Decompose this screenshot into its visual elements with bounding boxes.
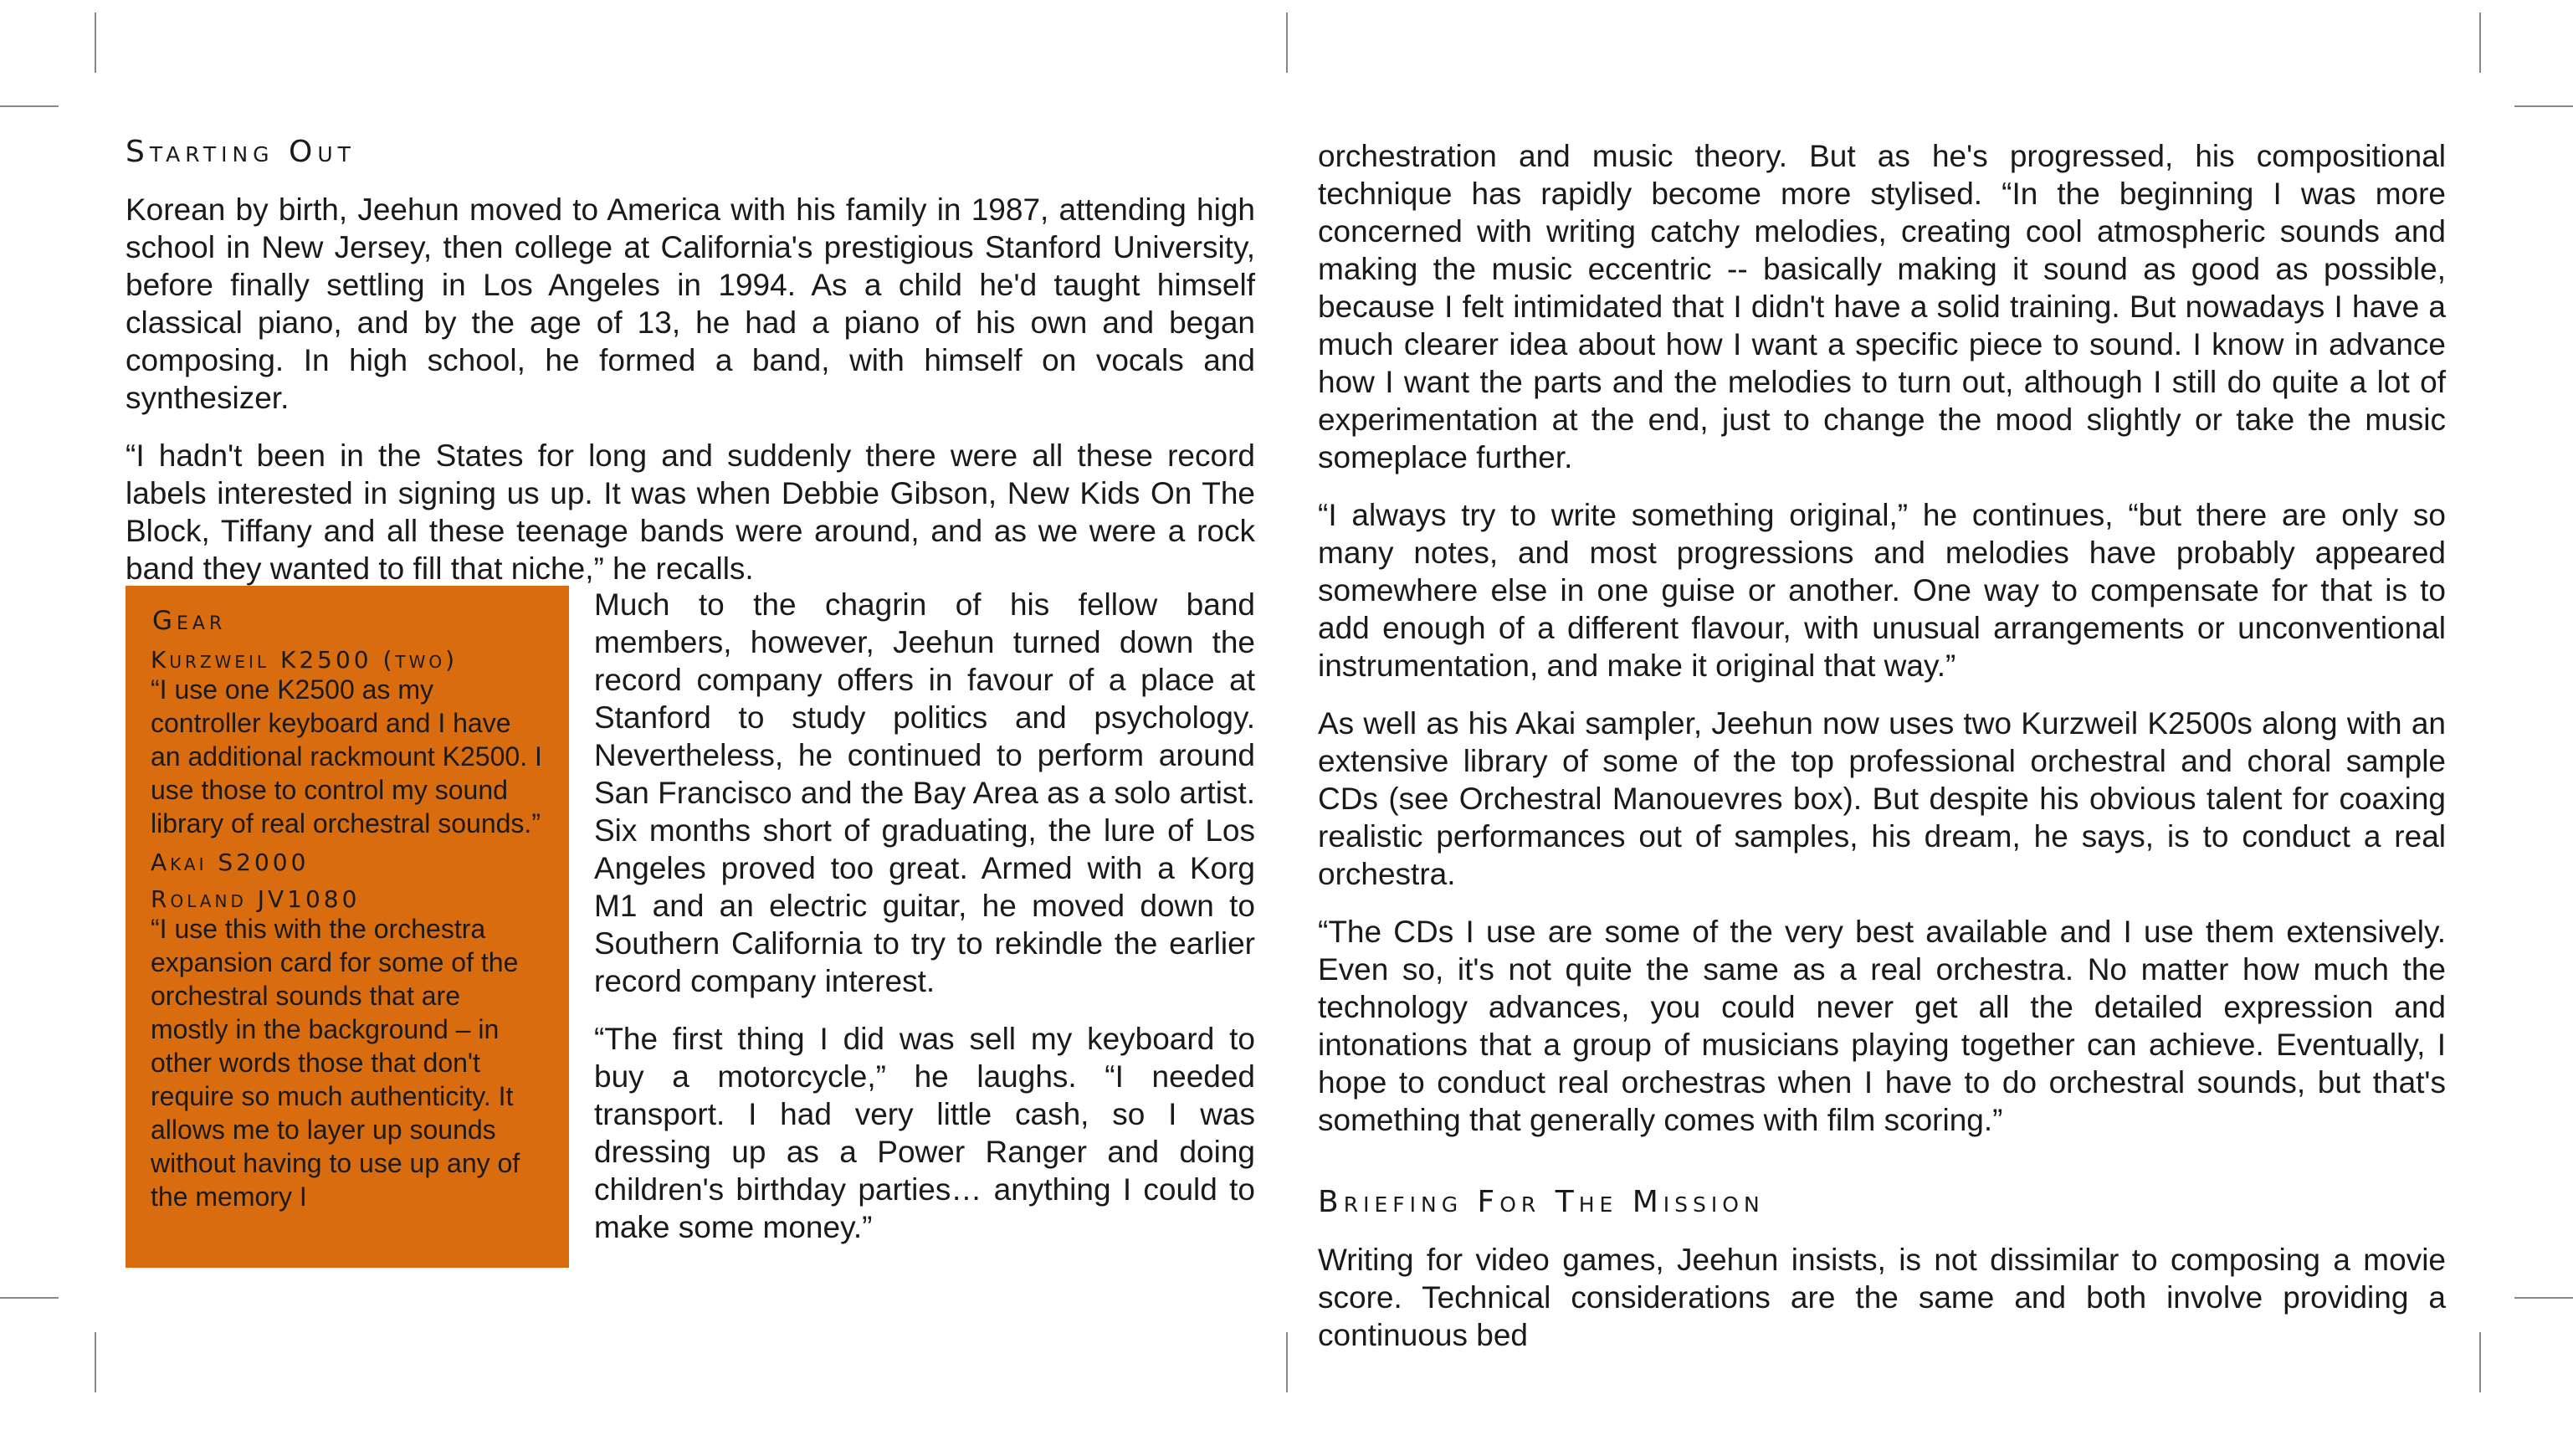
- gear-item-text: “I use one K2500 as my controller keyboard and I have an additional rackmount K2500. I use those to control my sound library of real orchestral sounds.”: [151, 674, 542, 838]
- paragraph: Korean by birth, Jeehun moved to America with his family in 1987, attending high school in New Jersey, then college at California's prestigious Stanford University, before finally settling in Los Angeles in 1994. As a child he'd taught himself classical piano, and by the age of 13, he had a piano of his own and began composing. In high school, he formed a band, with himself on vocals and synthesizer.: [126, 192, 1255, 415]
- paragraph: “The first thing I did was sell my keyboard to buy a motorcycle,” he laughs. “I needed transport. I had very little cash, so I was dressing up as a Power Ranger and doing children's birthday parties… anything I could to make some money.”: [594, 1022, 1255, 1244]
- crop-mark: [2479, 1332, 2481, 1392]
- crop-mark: [2514, 1297, 2573, 1299]
- paragraph: Much to the chagrin of his fellow band members, however, Jeehun turned down the record company offers in favour of a place at Stanford to study politics and psychology. Nevertheless, he continued to perform around San Francisco and the Bay Area as a solo artist. Six months short of graduating, the lure of Los Angeles proved too great. Armed with a Korg M1 and an electric guitar, he moved down to Southern California to try to rekindle the earlier record company interest.: [594, 587, 1255, 998]
- gear-item-title: Roland JV1080: [151, 885, 361, 913]
- paragraph: orchestration and music theory. But as he's progressed, his compositional technique has rapidly become more stylised. “In the beginning I was more concerned with writing catchy melodies, creating cool atmospheric sounds and making the music eccentric -- basically making it sound as good as possible, because I felt intimidated that I didn't have a solid training. But nowadays I have a much clearer idea about how I want a specific piece to sound. I know in advance how I want the parts and the melodies to turn out, although I still do quite a lot of experimentation at the end, just to change the mood slightly or take the music someplace further.: [1318, 139, 2446, 474]
- crop-mark: [1286, 13, 1288, 73]
- briefing-heading: Briefing For The Mission: [1318, 1185, 1765, 1219]
- paragraph: “I hadn't been in the States for long and suddenly there were all these record labels interested in signing us up. It was when Debbie Gibson, New Kids On The Block, Tiffany and all these teenage bands were around, and as we were a rock band they wanted to fill that niche,” he recalls.: [126, 438, 1255, 586]
- crop-mark: [95, 1332, 96, 1392]
- left-lower-column: [594, 586, 1255, 1246]
- gear-item-title: Akai S2000: [151, 848, 310, 876]
- paragraph: As well as his Akai sampler, Jeehun now uses two Kurzweil K2500s along with an extensive library of some of the top professional orchestral and choral sample CDs (see Orchestral Manouevres box). But despite his obvious talent for coaxing realistic performances out of samples, his dream, he says, is to conduct a real orchestra.: [1318, 706, 2446, 891]
- crop-mark: [0, 1297, 59, 1299]
- crop-mark: [1286, 1332, 1288, 1392]
- gear-box: [126, 586, 569, 1268]
- left-column: [126, 136, 1255, 587]
- gear-title: Gear: [152, 606, 227, 636]
- crop-mark: [2514, 105, 2573, 107]
- crop-mark: [95, 13, 96, 73]
- starting-out-heading: Starting Out: [126, 135, 356, 169]
- crop-mark: [0, 105, 59, 107]
- paragraph: Writing for video games, Jeehun insists, is not dissimilar to composing a movie score. Technical considerations are the same and both involve providing a continuous bed: [1318, 1243, 2446, 1352]
- crop-mark: [2479, 13, 2481, 73]
- gear-item-title: Kurzweil K2500 (two): [151, 646, 459, 674]
- gear-item-text: “I use this with the orchestra expansion card for some of the orchestral sounds that are mostly in the background – in other words those that don't require so much authenticity. It allows me to layer up sounds without having to use up any of the memory I: [151, 914, 520, 1212]
- paragraph: “I always try to write something original,” he continues, “but there are only so many notes, and most progressions and melodies have probably appeared somewhere else in one guise or another. One way to compensate for that is to add enough of a different flavour, with unusual arrangements or unconventional instrumentation, and make it original that way.”: [1318, 498, 2446, 683]
- paragraph: “The CDs I use are some of the very best available and I use them extensively. Even so, it's not quite the same as a real orchestra. No matter how much the technology advances, you could never get all the detailed expression and intonations that a group of musicians playing together can achieve. Eventually, I hope to conduct real orchestras when I have to do orchestral sounds, but that's something that generally comes with film scoring.”: [1318, 915, 2446, 1137]
- right-column: [1318, 137, 2446, 1354]
